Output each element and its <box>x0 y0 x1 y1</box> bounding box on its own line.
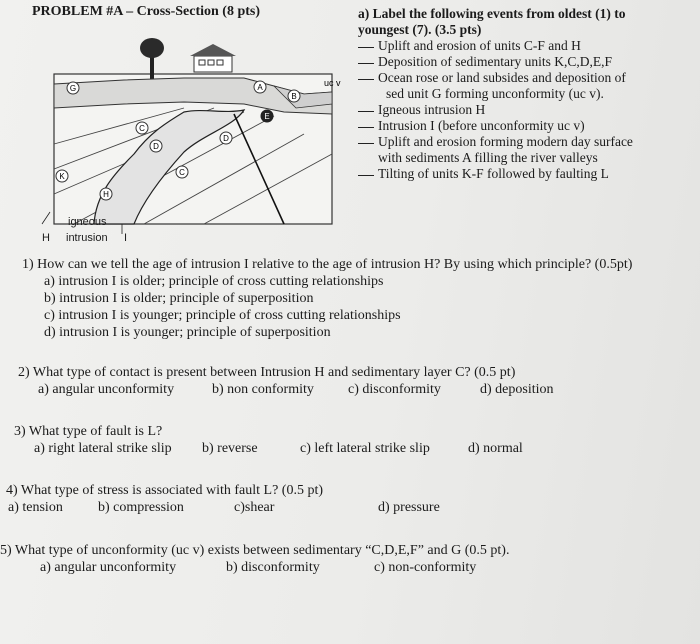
event-row-2[interactable]: Deposition of sedimentary units K,C,D,E,F <box>358 54 633 70</box>
part-a-block <box>358 6 633 182</box>
unit-h-label: H <box>103 190 109 199</box>
q2-option-d[interactable]: d) deposition <box>480 382 554 397</box>
answer-blank-1[interactable] <box>358 47 374 48</box>
question-3 <box>14 423 523 458</box>
question-2 <box>18 364 554 399</box>
event-row-1[interactable]: Uplift and erosion of units C-F and H <box>358 38 633 54</box>
problem-title: PROBLEM #A – Cross-Section (8 pts) <box>32 4 261 19</box>
q2-option-a[interactable]: a) angular unconformity <box>38 382 175 397</box>
question-4-text: 4) What type of stress is associated with fault L? (0.5 pt) <box>6 483 323 498</box>
house-icon <box>190 44 236 72</box>
unit-d-label: D <box>153 142 159 151</box>
unit-c-label: C <box>139 124 145 133</box>
q1-option-d[interactable]: d) intrusion I is younger; principle of superposition <box>44 325 331 340</box>
igneous-pointer <box>42 212 50 224</box>
question-4 <box>6 482 440 517</box>
event-row-3[interactable]: Ocean rose or land subsides and deposition of <box>358 70 633 86</box>
question-2-text: 2) What type of contact is present between Intrusion H and sedimentary layer C? (0.5 pt) <box>18 365 516 380</box>
q4-option-b[interactable]: b) compression <box>98 500 184 515</box>
unit-d2-label: D <box>223 134 229 143</box>
unit-b-label: B <box>291 92 297 101</box>
question-1 <box>22 256 632 341</box>
unit-e-label: E <box>264 112 270 121</box>
q3-option-a[interactable]: a) right lateral strike slip <box>34 441 172 456</box>
unit-g-label: G <box>69 84 77 93</box>
part-a-prompt-line2: youngest (7). (3.5 pts) <box>358 22 482 37</box>
answer-blank-4[interactable] <box>358 111 374 112</box>
event-row-3-cont: sed unit G forming unconformity (uc v). <box>386 86 604 101</box>
igneous-label: igneous <box>68 216 107 228</box>
question-5 <box>0 542 509 577</box>
q5-option-a[interactable]: a) angular unconformity <box>40 560 177 575</box>
question-3-text: 3) What type of fault is L? <box>14 424 163 439</box>
q2-option-b[interactable]: b) non conformity <box>212 382 314 397</box>
part-a-prompt-line1: a) Label the following events from oldest (1) to <box>358 6 626 21</box>
q3-option-b[interactable]: b) reverse <box>202 441 258 456</box>
question-1-text: 1) How can we tell the age of intrusion I relative to the age of intrusion H? By using which principle? (0.5pt) <box>22 257 633 272</box>
q3-option-c[interactable]: c) left lateral strike slip <box>300 441 430 456</box>
q5-option-b[interactable]: b) disconformity <box>226 560 320 575</box>
q1-option-a[interactable]: a) intrusion I is older; principle of cross cutting relationships <box>44 274 384 289</box>
question-5-text: 5) What type of unconformity (uc v) exists between sedimentary “C,D,E,F” and G (0.5 pt). <box>0 543 510 558</box>
answer-blank-3[interactable] <box>358 79 374 80</box>
q4-option-c[interactable]: c)shear <box>234 500 275 515</box>
event-row-6-cont: with sediments A filling the river valleys <box>378 150 598 165</box>
unit-k-label: K <box>59 172 65 181</box>
q1-option-c[interactable]: c) intrusion I is younger; principle of cross cutting relationships <box>44 308 401 323</box>
intrusion-label: intrusion <box>66 232 108 244</box>
answer-blank-7[interactable] <box>358 175 374 176</box>
event-row-4[interactable]: Igneous intrusion H <box>358 102 633 118</box>
q3-option-d[interactable]: d) normal <box>468 441 523 456</box>
unit-c2-label: C <box>179 168 185 177</box>
answer-blank-6[interactable] <box>358 143 374 144</box>
q5-option-c[interactable]: c) non-conformity <box>374 560 477 575</box>
unit-a-label: A <box>257 83 263 92</box>
answer-blank-2[interactable] <box>358 63 374 64</box>
q4-option-d[interactable]: d) pressure <box>378 500 440 515</box>
event-row-7[interactable]: Tilting of units K-F followed by faulting L <box>358 166 633 182</box>
q1-option-b[interactable]: b) intrusion I is older; principle of superposition <box>44 291 314 306</box>
answer-blank-5[interactable] <box>358 127 374 128</box>
ucv-label: uc v <box>324 78 341 88</box>
q2-option-c[interactable]: c) disconformity <box>348 382 441 397</box>
event-row-5[interactable]: Intrusion I (before unconformity uc v) <box>358 118 633 134</box>
event-row-6[interactable]: Uplift and erosion forming modern day surface <box>358 134 633 150</box>
q4-option-a[interactable]: a) tension <box>8 500 63 515</box>
h-label: H <box>42 232 50 244</box>
i-label: I <box>124 232 128 244</box>
